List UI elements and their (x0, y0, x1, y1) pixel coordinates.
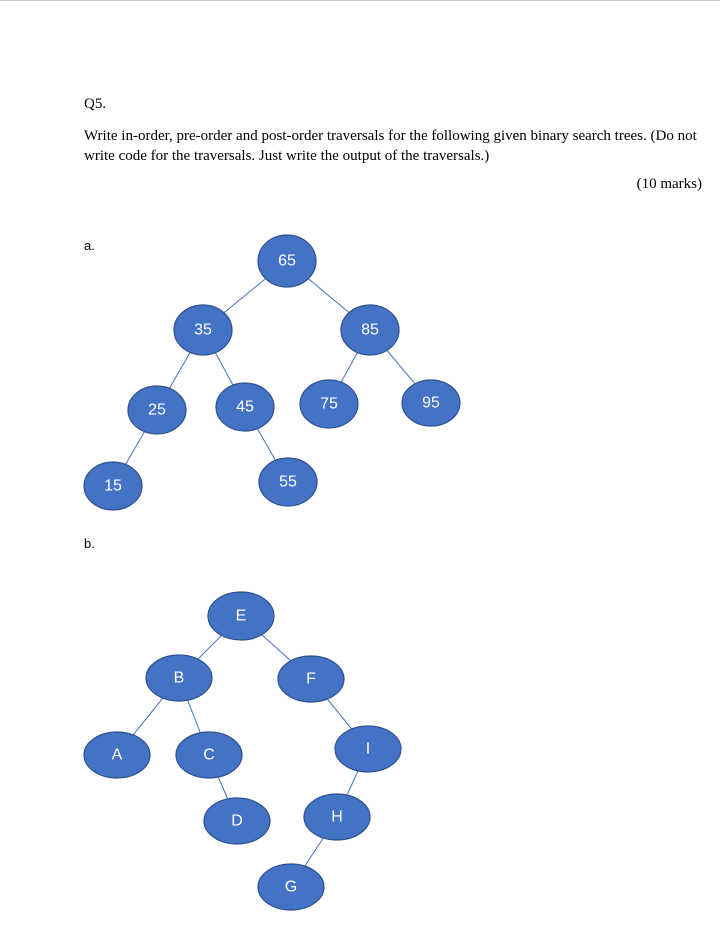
tree-b-node-label: F (306, 670, 316, 688)
tree-b-node-label: A (111, 746, 123, 764)
tree-a-node-label: 45 (236, 398, 254, 416)
question-number: Q5. (84, 96, 107, 112)
tree-b-label: b. (84, 536, 95, 551)
tree-b-node-label: I (365, 740, 371, 758)
tree-a-edges (113, 261, 431, 486)
tree-b-node-label: B (173, 669, 185, 687)
tree-a-node-label: 75 (320, 395, 338, 413)
question-text: Write in-order, pre-order and post-order traversals for the following given binary search trees. (Do not write code for the traversals. Just write the output of the traversals.) (84, 128, 697, 164)
tree-b-node-label: C (203, 746, 215, 764)
tree-a-node-label: 55 (279, 473, 297, 491)
tree-a-node-label: 15 (104, 477, 122, 495)
tree-b-node-label: D (231, 812, 243, 830)
tree-a-label: a. (84, 238, 95, 253)
tree-b-node-label: H (331, 808, 343, 826)
tree-a-node-label: 95 (422, 394, 440, 412)
tree-b-node-label: G (284, 878, 298, 896)
tree-a-node-label: 85 (361, 321, 379, 339)
tree-a-node-label: 25 (148, 401, 166, 419)
tree-a-node-label: 65 (278, 252, 296, 270)
question-marks: (10 marks) (636, 176, 702, 192)
tree-a-node-label: 35 (194, 321, 212, 339)
tree-b-edges (117, 616, 371, 887)
tree-b-node-label: E (235, 607, 247, 625)
